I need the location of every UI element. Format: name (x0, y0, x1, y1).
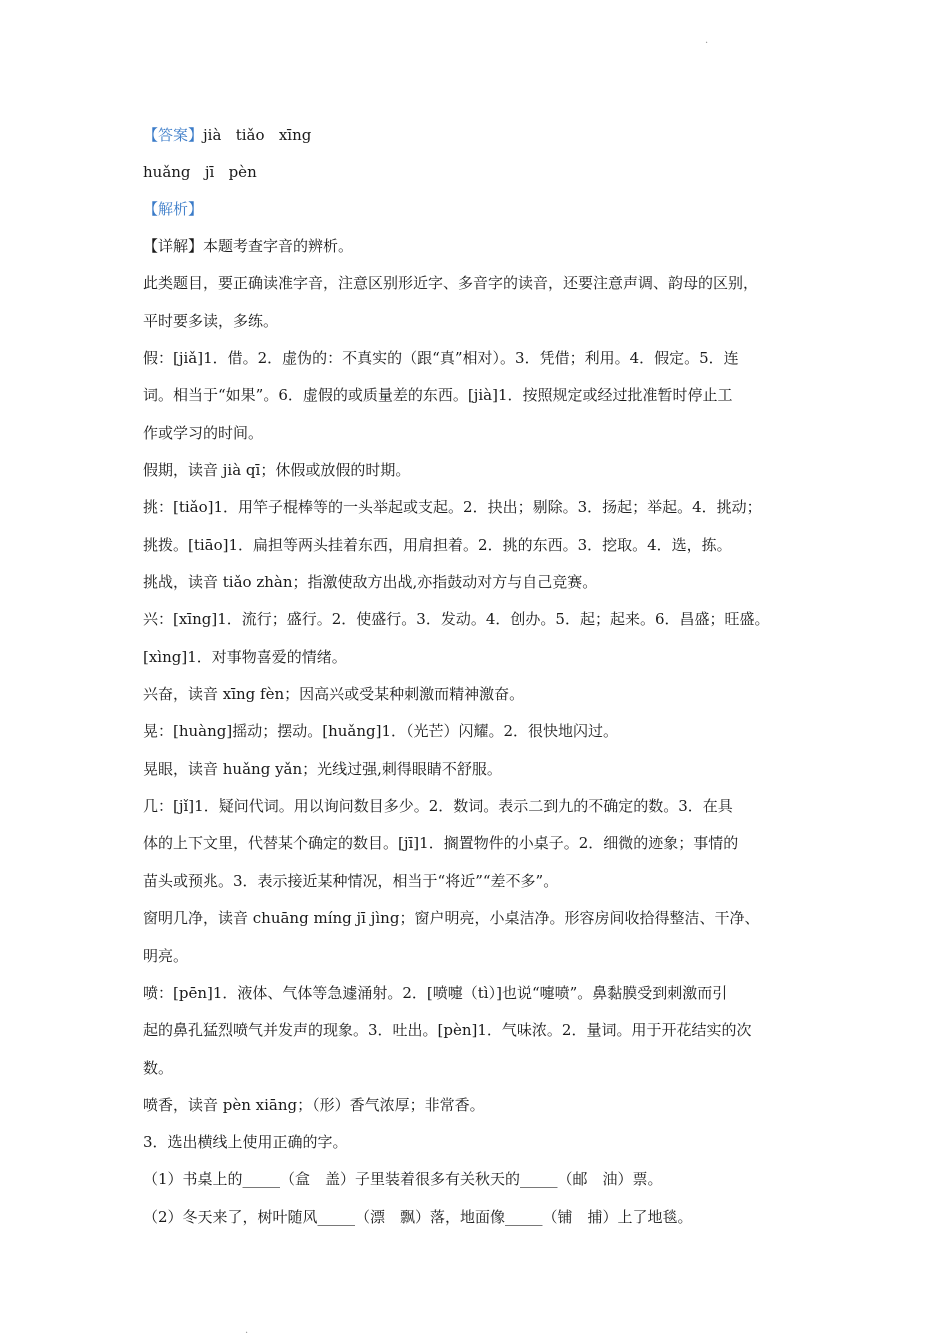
text-line: 起的鼻孔猛烈喷气并发声的现象。3．吐出。[pèn]1．气味浓。2．量词。用于开花结实的次 (143, 1021, 752, 1039)
text-line: 喷：[pēn]1．液体、气体等急遽涌射。2．[喷嚏（tì）]也说“嚏喷”。鼻黏膜受到刺激而引 (143, 984, 728, 1002)
corner-mark: · (705, 38, 709, 49)
text-line: 挑战，读音 tiǎo zhàn；指激使敌方出战,亦指鼓动对方与自己竞赛。 (143, 573, 598, 591)
answer-pinyin-2: huǎng jī pèn (143, 163, 257, 181)
text-line: 词。相当于“如果”。6．虚假的或质量差的东西。[jià]1．按照规定或经过批准暂时停止工 (143, 386, 733, 404)
text-line: 窗明几净，读音 chuāng míng jī jìng；窗户明亮，小桌洁净。形容房间收拾得整洁、干净、 (143, 909, 760, 927)
text-line: 3．选出横线上使用正确的字。 (143, 1133, 348, 1151)
text-line: 苗头或预兆。3．表示接近某种情况，相当于“将近”“差不多”。 (143, 872, 559, 890)
text-line: 【详解】本题考查字音的辨析。 (143, 237, 354, 255)
answer-pinyin-1: jià tiǎo xīng (203, 126, 312, 144)
text-line: 平时要多读，多练。 (143, 312, 279, 330)
answer-line (143, 124, 311, 146)
text-line: 作或学习的时间。 (143, 424, 264, 442)
answer-label: 【答案】 (143, 126, 204, 144)
text-line: [xìng]1．对事物喜爱的情绪。 (143, 648, 347, 666)
text-line: （2）冬天来了，树叶随风_____（漂 飘）落，地面像_____（铺 捕）上了地毯。 (143, 1208, 693, 1226)
text-line: 兴：[xīng]1．流行；盛行。2．使盛行。3．发动。4．创办。5．起；起来。6．昌盛；旺盛。 (143, 610, 770, 628)
text-line: 喷香，读音 pèn xiāng；（形）香气浓厚；非常香。 (143, 1096, 485, 1114)
text-line: 挑：[tiǎo]1．用竿子棍棒等的一头举起或支起。2．抉出；剔除。3．扬起；举起。4．挑动； (143, 498, 762, 516)
text-line: 晃眼，读音 huǎng yǎn；光线过强,刺得眼睛不舒服。 (143, 760, 502, 778)
text-line: 明亮。 (143, 947, 189, 965)
text-line: 挑拨。[tiāo]1．扁担等两头挂着东西，用肩担着。2．挑的东西。3．挖取。4．选，拣。 (143, 536, 732, 554)
footer-mark: · (245, 1328, 249, 1339)
text-line: 数。 (143, 1059, 174, 1077)
text-line: （1）书桌上的_____（盒 盖）子里装着很多有关秋天的_____（邮 油）票。 (143, 1170, 663, 1188)
analysis-label: 【解析】 (143, 200, 204, 218)
text-line: 兴奋，读音 xīng fèn；因高兴或受某种刺激而精神激奋。 (143, 685, 525, 703)
text-line: 晃：[huàng]摇动；摆动。[huǎng]1．（光芒）闪耀。2．很快地闪过。 (143, 722, 619, 740)
text-line: 体的上下文里，代替某个确定的数目。[jī]1．搁置物件的小桌子。2．细微的迹象；事情的 (143, 834, 739, 852)
text-line: 假：[jiǎ]1．借。2．虚伪的：不真实的（跟“真”相对）。3．凭借；利用。4．假定。5．连 (143, 349, 739, 367)
text-line: 假期，读音 jià qī；休假或放假的时期。 (143, 461, 411, 479)
text-line: 几：[jǐ]1．疑问代词。用以询问数目多少。2．数词。表示二到九的不确定的数。3．在具 (143, 797, 733, 815)
text-line: 此类题目，要正确读准字音，注意区别形近字、多音字的读音，还要注意声调、韵母的区别， (143, 274, 759, 292)
